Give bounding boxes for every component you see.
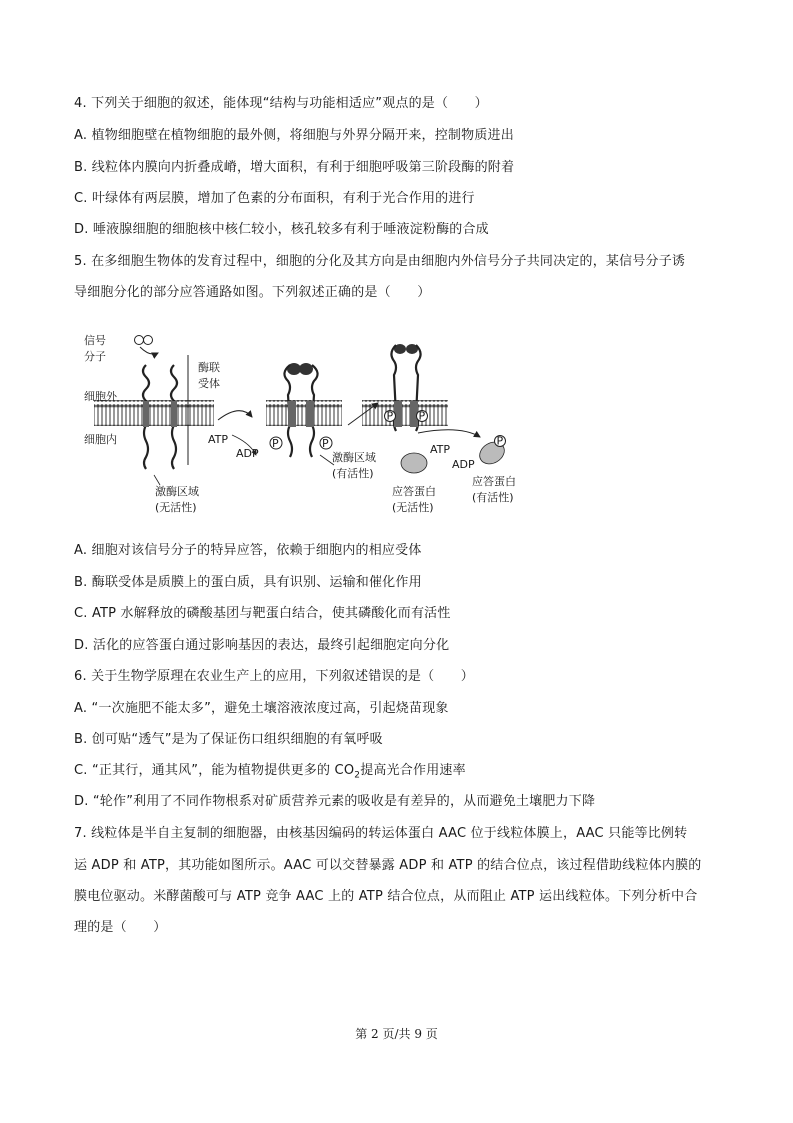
q6-stem: 6. 关于生物学原理在农业生产上的应用，下列叙述错误的是（ ） <box>74 669 474 684</box>
signal-pathway-figure <box>80 325 540 525</box>
q4-stem: 4. 下列关于细胞的叙述，能体现“结构与功能相适应”观点的是（ ） <box>74 96 488 111</box>
signal-bound-icon-2 <box>394 344 418 354</box>
signal-label-2: 分子 <box>84 350 106 363</box>
q6-option-c-post: 提高光合作用速率 <box>360 763 466 778</box>
outside-label: 细胞外 <box>84 390 117 403</box>
response-protein-inactive <box>401 453 427 473</box>
q4-option-b: B. 线粒体内膜向内折叠成嵴，增大面积，有利于细胞呼吸第三阶段酶的附着 <box>74 160 515 175</box>
q7-line4: 理的是（ ） <box>74 920 167 935</box>
resp-inactive-label-1: 应答蛋白 <box>392 485 436 498</box>
phospho-label-c: P <box>386 409 394 423</box>
kinase-active-label-1: 激酶区域 <box>332 451 376 464</box>
adp-label-2: ADP <box>452 458 475 471</box>
membrane-2 <box>266 400 342 426</box>
adp-label-1: ADP <box>236 447 259 460</box>
phospho-icon <box>270 437 332 450</box>
q6-option-a: A. “一次施肥不能太多”，避免土壤溶液浓度过高，引起烧苗现象 <box>74 701 449 716</box>
kinase-inactive-label-2: (无活性) <box>155 501 197 514</box>
co2-subscript: 2 <box>354 770 361 781</box>
q5-option-c: C. ATP 水解释放的磷酸基团与靶蛋白结合，使其磷酸化而有活性 <box>74 606 451 621</box>
q5-option-a: A. 细胞对该信号分子的特异应答，依赖于细胞内的相应受体 <box>74 543 422 558</box>
q7-line1: 7. 线粒体是半自主复制的细胞器，由核基因编码的转运体蛋白 AAC 位于线粒体膜上，AAC 只能等比例转 <box>74 826 688 841</box>
q7-line2: 运 ADP 和 ATP，其功能如图所示。AAC 可以交替暴露 ADP 和 ATP 的结合位点，该过程借助线粒体内膜的 <box>74 858 702 873</box>
q4-option-d: D. 唾液腺细胞的细胞核中核仁较小，核孔较多有利于唾液淀粉酶的合成 <box>74 222 489 237</box>
signal-bound-icon <box>287 363 313 375</box>
resp-active-label-1: 应答蛋白 <box>472 475 516 488</box>
signal-label-1: 信号 <box>84 334 106 347</box>
receptor-label-2: 受体 <box>198 377 220 390</box>
resp-active-label-2: (有活性) <box>472 491 514 504</box>
q4-option-a: A. 植物细胞壁在植物细胞的最外侧，将细胞与外界分隔开来，控制物质进出 <box>74 128 514 143</box>
membrane-3 <box>362 400 448 426</box>
kinase-inactive-label-1: 激酶区域 <box>155 485 199 498</box>
q6-option-c <box>74 763 466 784</box>
q5-stem-line1: 5. 在多细胞生物体的发育过程中，细胞的分化及其方向是由细胞内外信号分子共同决定的，某信号分子诱 <box>74 254 686 269</box>
phospho-label-e: P <box>496 434 504 448</box>
atp-label-2: ATP <box>430 443 451 456</box>
receptor-label-1: 酶联 <box>198 361 220 374</box>
q7-line3: 膜电位驱动。米酵菌酸可与 ATP 竞争 AAC 上的 ATP 结合位点，从而阻止 ATP 运出线粒体。下列分析中合 <box>74 889 698 904</box>
resp-inactive-label-2: (无活性) <box>392 501 434 514</box>
inside-label: 细胞内 <box>84 433 117 446</box>
signal-molecule-icon <box>135 336 153 345</box>
q5-stem-line2: 导细胞分化的部分应答通路如图。下列叙述正确的是（ ） <box>74 285 431 300</box>
phospho-label-d: P <box>418 409 426 423</box>
q6-option-b: B. 创可贴“透气”是为了保证伤口组织细胞的有氧呼吸 <box>74 732 383 747</box>
q5-option-b: B. 酶联受体是质膜上的蛋白质，具有识别、运输和催化作用 <box>74 575 422 590</box>
phospho-label-a: P <box>272 437 279 450</box>
q6-option-d: D. “轮作”利用了不同作物根系对矿质营养元素的吸收是有差异的，从而避免土壤肥力下降 <box>74 794 596 809</box>
q6-option-c-pre: C. “正其行，通其风”，能为植物提供更多的 CO <box>74 763 355 778</box>
q5-option-d: D. 活化的应答蛋白通过影响基因的表达，最终引起细胞定向分化 <box>74 638 450 653</box>
kinase-active-label-2: (有活性) <box>332 467 374 480</box>
phospho-label-b: P <box>322 437 329 450</box>
membrane-1 <box>94 400 214 426</box>
atp-label-1: ATP <box>208 433 229 446</box>
page-footer: 第 2 页/共 9 页 <box>355 1027 438 1041</box>
q4-option-c: C. 叶绿体有两层膜，增加了色素的分布面积，有利于光合作用的进行 <box>74 191 475 206</box>
